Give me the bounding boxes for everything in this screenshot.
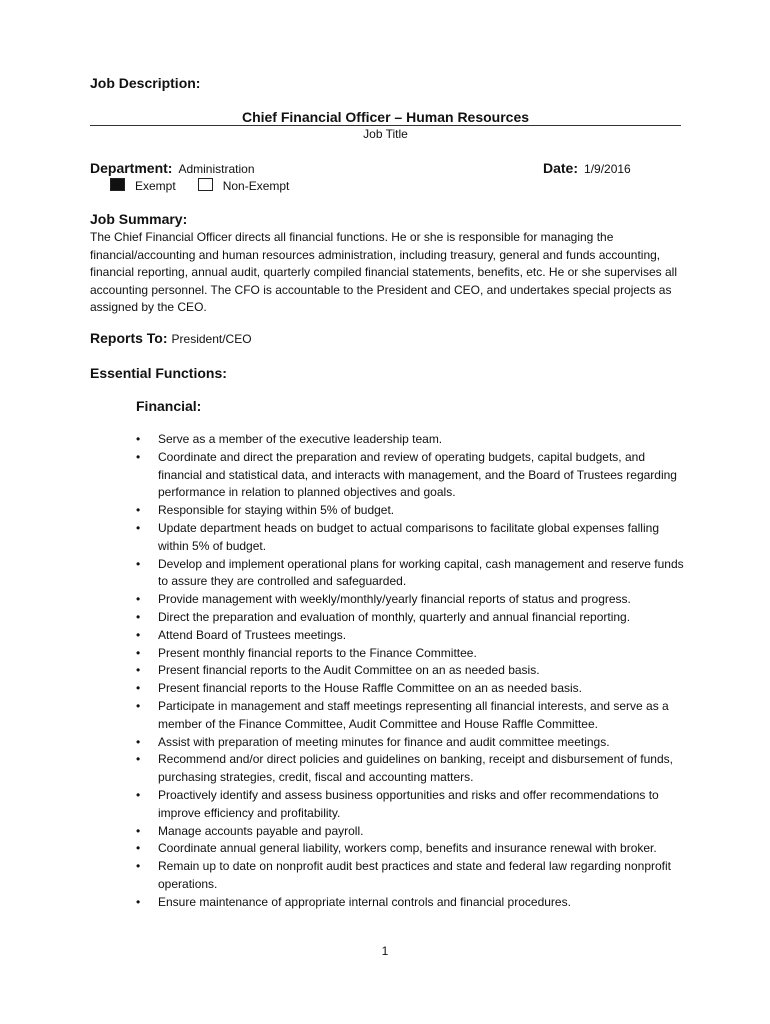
bullet-icon: • [136, 520, 141, 535]
exemption-status-row [110, 178, 311, 194]
function-list-item [136, 556, 691, 592]
department-row [90, 160, 681, 178]
bullet-icon: • [136, 432, 141, 446]
department-label: Department: [90, 160, 173, 176]
bullet-icon: • [136, 592, 141, 607]
financial-subheading: Financial: [136, 398, 202, 414]
function-item-text: Assist with preparation of meeting minutes for finance and audit committee meetings. [158, 734, 610, 749]
function-item-text: Recommend and/or direct policies and guidelines on banking, receipt and disbursement of funds, purchasing strategies, credit, fiscal and accounting matters. [158, 752, 673, 785]
function-list-item [136, 751, 691, 787]
function-list-item [136, 662, 691, 680]
function-list-item [136, 680, 691, 698]
function-item-text: Manage accounts payable and payroll. [158, 823, 364, 838]
function-item-text: Serve as a member of the executive leadership team. [158, 432, 443, 446]
bullet-icon: • [136, 556, 141, 571]
bullet-icon: • [136, 859, 141, 874]
function-item-text: Remain up to date on nonprofit audit best practices and state and federal law regarding nonprofit operations. [158, 859, 671, 891]
function-list-item [136, 823, 691, 841]
function-list-item [136, 698, 691, 734]
function-item-text: Present financial reports to the Audit Committee on an as needed basis. [158, 663, 540, 678]
bullet-icon: • [136, 787, 141, 802]
bullet-icon: • [136, 627, 141, 642]
function-list-item [136, 894, 691, 912]
bullet-icon: • [136, 663, 141, 678]
reports-to-value: President/CEO [171, 332, 252, 346]
bullet-icon: • [136, 645, 141, 660]
reports-to-row [90, 330, 252, 348]
function-item-text: Participate in management and staff meetings representing all financial interests, and serve as a member of the Finance Committee, Audit Committee and House Raffle Committee. [158, 698, 669, 731]
non-exempt-label: Non-Exempt [222, 179, 290, 193]
function-list-item [136, 449, 691, 502]
bullet-icon: • [136, 681, 141, 696]
job-title-underline [90, 125, 681, 126]
exempt-checkbox[interactable] [110, 178, 125, 191]
bullet-icon: • [136, 449, 141, 464]
reports-to-label: Reports To: [90, 330, 168, 346]
function-list-item [136, 627, 691, 645]
function-item-text: Proactively identify and assess business opportunities and risks and offer recommendations to improve efficiency and profitability. [158, 787, 659, 820]
function-item-text: Provide management with weekly/monthly/yearly financial reports of status and progress. [158, 592, 631, 607]
function-item-text: Present monthly financial reports to the Finance Committee. [158, 645, 477, 660]
bullet-icon: • [136, 698, 141, 713]
function-item-text: Attend Board of Trustees meetings. [158, 627, 347, 642]
bullet-icon: • [136, 894, 141, 909]
function-item-text: Present financial reports to the House Raffle Committee on an as needed basis. [158, 681, 583, 696]
page-number: 1 [381, 944, 389, 958]
function-list-item [136, 858, 691, 894]
essential-functions-heading: Essential Functions: [90, 365, 227, 381]
bullet-icon: • [136, 609, 141, 624]
function-item-text: Update department heads on budget to actual comparisons to facilitate global expenses falling within 5% of budget. [158, 520, 659, 553]
function-list-item [136, 591, 691, 609]
job-title: Chief Financial Officer – Human Resources [241, 109, 530, 125]
function-item-text: Responsible for staying within 5% of budget. [158, 503, 395, 518]
function-list-item [136, 734, 691, 752]
job-description-heading: Job Description: [90, 75, 201, 91]
bullet-icon: • [136, 841, 141, 856]
exempt-label: Exempt [135, 179, 176, 193]
function-list-item [136, 609, 691, 627]
function-list-item [136, 645, 691, 663]
department-value: Administration [178, 162, 255, 176]
function-list-item [136, 840, 691, 858]
function-item-text: Ensure maintenance of appropriate internal controls and financial procedures. [158, 894, 571, 909]
date-field [543, 160, 631, 178]
bullet-icon: • [136, 823, 141, 838]
bullet-icon: • [136, 734, 141, 749]
function-list-item [136, 787, 691, 823]
function-list-item [136, 502, 691, 520]
function-item-text: Coordinate annual general liability, workers comp, benefits and insurance renewal with broker. [158, 841, 657, 856]
job-summary-text: The Chief Financial Officer directs all financial functions. He or she is responsible for managing the financial/accounting and human resources administration, including treasury, general and funds accounting, financial reporting, annual audit, quarterly compiled financial statements, benefits, etc. He or she supervises all accounting personnel. The CFO is accountable to the President and CEO, and undertakes special projects as assigned by the CEO. [90, 230, 677, 315]
date-value: 1/9/2016 [584, 162, 631, 176]
function-list-item [136, 520, 691, 556]
financial-functions-list [136, 431, 691, 912]
bullet-icon: • [136, 752, 141, 767]
bullet-icon: • [136, 503, 141, 518]
function-item-text: Coordinate and direct the preparation and review of operating budgets, capital budgets, and financial and statistical data, and interacts with management, and the Board of Trustees regarding performance in relation to planned objectives and goals. [158, 449, 677, 500]
function-item-text: Direct the preparation and evaluation of monthly, quarterly and annual financial reporting. [158, 609, 631, 624]
non-exempt-checkbox[interactable] [198, 178, 213, 191]
date-label: Date: [543, 160, 579, 176]
function-item-text: Develop and implement operational plans for working capital, cash management and reserve funds to assure they are controlled and safeguarded. [158, 556, 684, 589]
job-title-block [90, 108, 681, 126]
job-title-caption: Job Title [363, 127, 408, 141]
job-summary-heading: Job Summary: [90, 211, 188, 227]
function-list-item [136, 431, 691, 449]
